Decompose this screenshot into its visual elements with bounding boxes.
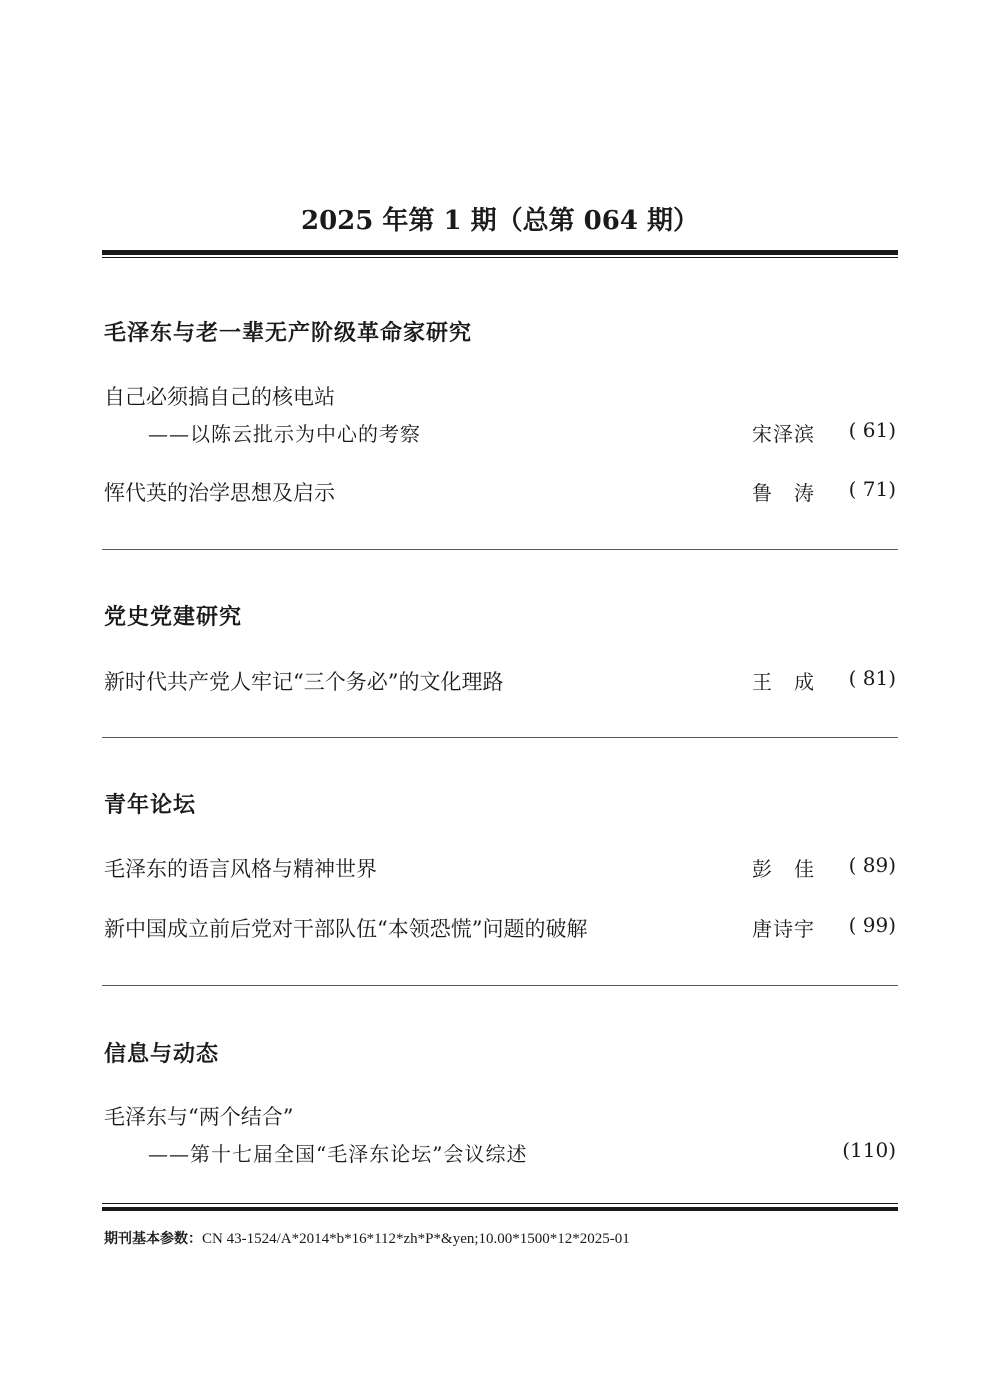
article-title[interactable]: 新时代共产党人牢记“三个务必”的文化理路 [104,670,504,694]
article-page: ( 89) [848,853,896,877]
article-subtitle: ——第十七届全国“毛泽东论坛”会议综述 [148,1142,528,1166]
article-author: 唐诗宇 [752,917,815,941]
article-author: 王 成 [752,670,815,694]
article-subtitle: ——以陈云批示为中心的考察 [148,422,421,446]
footer-rule-thick [102,1207,898,1211]
article-title[interactable]: 自己必须搞自己的核电站 [104,385,335,409]
article-page: ( 81) [848,666,896,690]
section-divider [102,737,898,738]
parameters-value: CN 43-1524/A*2014*b*16*112*zh*P*&yen;10.00*1500*12*2025-01 [202,1231,630,1247]
article-title[interactable]: 新中国成立前后党对干部队伍“本领恐慌”问题的破解 [104,917,588,941]
section-title: 青年论坛 [104,793,197,818]
article-page: ( 61) [848,418,896,442]
article-page: ( 71) [848,477,896,501]
article-page: ( 99) [848,913,896,937]
article-title[interactable]: 毛泽东与“两个结合” [104,1105,294,1129]
section-divider [102,985,898,986]
footer-rule-thin [102,1203,898,1204]
issue-title: 2025 年第 1 期（总第 064 期） [301,206,699,236]
article-title[interactable]: 毛泽东的语言风格与精神世界 [104,857,377,881]
article-page: (110) [842,1138,896,1162]
article-author: 鲁 涛 [752,481,815,505]
section-divider [102,549,898,550]
parameters-label: 期刊基本参数： [104,1231,202,1247]
article-author: 宋泽滨 [752,422,815,446]
article-author: 彭 佳 [752,857,815,881]
article-title[interactable]: 恽代英的治学思想及启示 [104,481,335,505]
header-rule-thin [102,257,898,258]
journal-parameters [104,1228,630,1248]
section-title: 信息与动态 [104,1042,220,1067]
section-title: 党史党建研究 [104,605,243,630]
section-title: 毛泽东与老一辈无产阶级革命家研究 [104,321,473,346]
header-rule-thick [102,250,898,255]
